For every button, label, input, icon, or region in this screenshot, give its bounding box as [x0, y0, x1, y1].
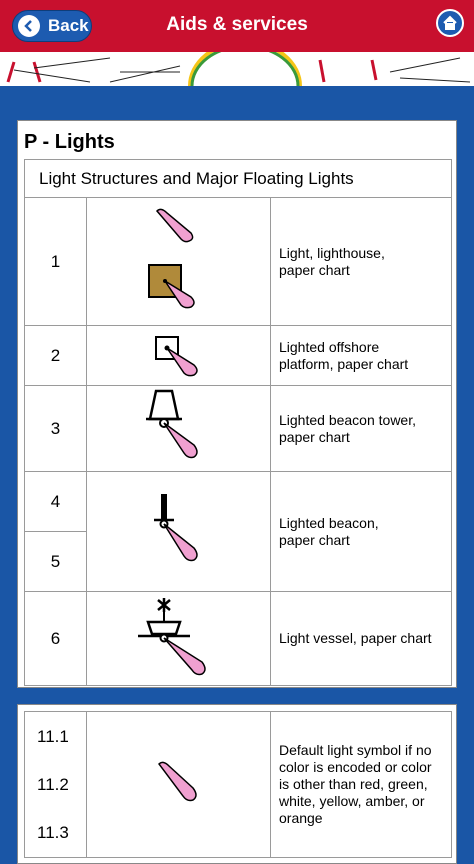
banner-illustration	[0, 52, 474, 86]
default-light-symbol	[87, 712, 271, 858]
row-description: Light vessel, paper chart	[271, 592, 452, 686]
table-row[interactable]	[25, 472, 452, 532]
back-label: Back	[48, 16, 89, 35]
table-row[interactable]	[25, 198, 452, 326]
light-vessel-symbol	[87, 592, 271, 686]
row-numbers: 11.1 11.2 11.3	[25, 712, 87, 858]
row-description: Default light symbol if no color is encoded or color is other than red, green, white, yellow, amber, or orange	[271, 712, 452, 858]
row-number: 6	[25, 592, 87, 686]
lighted-beacon-symbol	[87, 472, 271, 592]
row-number: 2	[25, 326, 87, 386]
lighthouse-symbol	[87, 198, 271, 326]
row-number: 5	[25, 532, 87, 592]
table-row[interactable]	[25, 712, 452, 858]
default-light-card	[17, 704, 457, 864]
row-description: Lighted offshore platform, paper chart	[271, 326, 452, 386]
navigation-bar	[0, 0, 474, 52]
row-number: 3	[25, 386, 87, 472]
row-description: Light, lighthouse, paper chart	[271, 198, 452, 326]
offshore-platform-symbol	[87, 326, 271, 386]
row-number: 4	[25, 472, 87, 532]
table-row[interactable]	[25, 326, 452, 386]
section-subtitle: Light Structures and Major Floating Lights	[25, 160, 452, 198]
row-description: Lighted beacon, paper chart	[271, 472, 452, 592]
home-icon	[442, 15, 458, 31]
lights-card	[17, 120, 457, 688]
table-row[interactable]	[25, 592, 452, 686]
row-number: 1	[25, 198, 87, 326]
section-title: P - Lights	[24, 131, 115, 153]
home-button[interactable]	[436, 9, 464, 37]
row-description: Lighted beacon tower, paper chart	[271, 386, 452, 472]
table-row[interactable]	[25, 386, 452, 472]
beacon-tower-symbol	[87, 386, 271, 472]
page-title: Aids & services	[166, 14, 308, 35]
